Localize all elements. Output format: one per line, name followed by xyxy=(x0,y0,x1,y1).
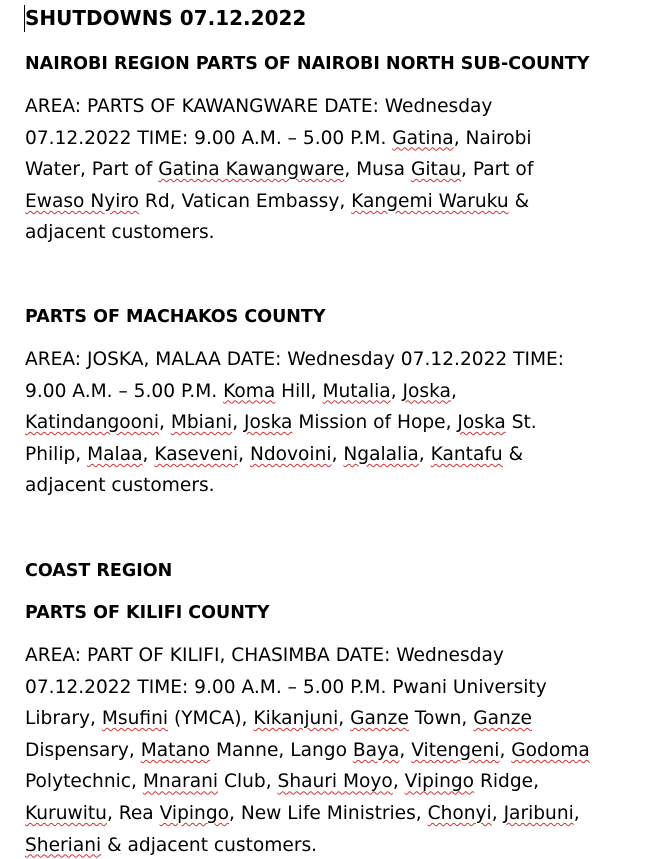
misspelled-word: Joska xyxy=(244,412,293,434)
text-run: Library, xyxy=(25,708,102,730)
text-run: , xyxy=(142,443,155,465)
text-run: , xyxy=(418,443,431,465)
misspelled-word: Shauri Moyo xyxy=(277,771,393,793)
text-line xyxy=(25,766,655,798)
text-run: Polytechnic, xyxy=(25,771,143,793)
misspelled-word: Gitau xyxy=(410,159,461,181)
text-line xyxy=(25,830,655,859)
text-run: AREA: JOSKA, MALAA DATE: Wednesday 07.12.2022 TIME: xyxy=(25,349,565,370)
text-run: , Part of xyxy=(461,159,534,181)
text-line xyxy=(25,376,655,408)
text-run: , xyxy=(399,739,412,761)
section-heading-coast-region[interactable]: COAST REGION xyxy=(25,561,173,581)
section-heading-kilifi[interactable]: PARTS OF KILIFI COUNTY xyxy=(25,603,270,623)
text-run: Ridge, xyxy=(474,771,540,793)
section-body-machakos[interactable] xyxy=(25,344,655,502)
misspelled-word: Kikanjuni xyxy=(253,708,339,730)
text-line xyxy=(25,186,655,218)
misspelled-word: Matano xyxy=(140,739,211,761)
section-body-nairobi[interactable] xyxy=(25,91,655,249)
text-run: Mission of Hope, xyxy=(292,412,458,434)
text-run: Rd, Vatican Embassy, xyxy=(139,190,352,212)
misspelled-word: Jaribuni xyxy=(503,802,574,824)
section-heading-machakos[interactable]: PARTS OF MACHAKOS COUNTY xyxy=(25,307,326,327)
text-run: , xyxy=(232,412,245,434)
text-line xyxy=(25,703,655,735)
text-run: St. xyxy=(505,412,537,434)
text-run: , New Life Ministries, xyxy=(229,802,428,824)
misspelled-word: Joska xyxy=(457,412,506,434)
misspelled-word: Koma xyxy=(223,380,276,402)
text-run: Manne, Lango xyxy=(210,739,353,761)
text-run: Club, xyxy=(218,771,278,793)
text-line xyxy=(25,439,655,471)
text-run: adjacent customers. xyxy=(25,222,215,244)
misspelled-word: Kantafu xyxy=(430,443,503,465)
misspelled-word: Mutalia xyxy=(322,380,391,402)
text-run: AREA: PART OF KILIFI, CHASIMBA DATE: Wednesday xyxy=(25,645,504,666)
misspelled-word: Kuruwitu xyxy=(25,802,107,824)
misspelled-word: Msufini xyxy=(101,708,169,730)
text-run: , xyxy=(390,380,403,402)
misspelled-word: Kaseveni xyxy=(154,443,239,465)
misspelled-word: Ganze xyxy=(473,708,532,730)
misspelled-word: Joska xyxy=(402,380,451,402)
text-line xyxy=(25,344,655,376)
text-line xyxy=(25,735,655,767)
text-run: , xyxy=(331,443,344,465)
text-run: , Musa xyxy=(344,159,411,181)
text-line xyxy=(25,798,655,830)
text-run: , xyxy=(491,802,504,824)
misspelled-word: Ngalalia xyxy=(343,443,419,465)
text-run: adjacent customers. xyxy=(25,475,215,497)
text-run: , xyxy=(338,708,351,730)
misspelled-word: Mnarani xyxy=(142,771,219,793)
text-line xyxy=(25,470,655,502)
section-body-kilifi[interactable] xyxy=(25,640,655,859)
misspelled-word: Vipingo xyxy=(159,802,230,824)
text-run: AREA: PARTS OF KAWANGWARE DATE: Wednesday xyxy=(25,96,493,117)
text-line xyxy=(25,123,655,155)
misspelled-word: Ganze xyxy=(350,708,409,730)
misspelled-word: Godoma xyxy=(511,739,590,761)
text-run: Dispensary, xyxy=(25,739,141,761)
text-run: Town, xyxy=(408,708,474,730)
text-run: & xyxy=(502,443,524,465)
text-run: Hill, xyxy=(275,380,323,402)
text-line xyxy=(25,91,655,123)
document-title[interactable]: SHUTDOWNS 07.12.2022 xyxy=(25,6,307,30)
misspelled-word: Ndovoini xyxy=(249,443,332,465)
text-line xyxy=(25,154,655,186)
text-run: 9.00 A.M. – 5.00 P.M. xyxy=(25,380,224,402)
text-run: , xyxy=(392,771,405,793)
text-run: Philip, xyxy=(25,443,88,465)
misspelled-word: Kangemi Waruku xyxy=(351,190,509,212)
misspelled-word: Chonyi xyxy=(427,802,492,824)
text-run: , xyxy=(450,380,457,402)
text-run: , Rea xyxy=(106,802,160,824)
misspelled-word: Ewaso Nyiro xyxy=(25,190,140,212)
text-run: 07.12.2022 TIME: 9.00 A.M. – 5.00 P.M. Pwani University xyxy=(25,676,547,698)
section-heading-nairobi[interactable]: NAIROBI REGION PARTS OF NAIROBI NORTH SUB-COUNTY xyxy=(25,54,590,74)
text-run: , xyxy=(238,443,250,465)
misspelled-word: Gatina Kawangware xyxy=(158,159,345,181)
text-line xyxy=(25,407,655,439)
text-run: & adjacent customers. xyxy=(101,834,318,856)
text-run: , xyxy=(499,739,512,761)
misspelled-word: Mbiani xyxy=(170,412,233,434)
text-run: , xyxy=(159,412,171,434)
text-run: , xyxy=(573,802,580,824)
text-line xyxy=(25,217,655,249)
text-line xyxy=(25,672,655,704)
text-run: 07.12.2022 TIME: 9.00 A.M. – 5.00 P.M. xyxy=(25,127,393,149)
misspelled-word: Sheriani xyxy=(25,834,102,856)
text-run: Water, Part of xyxy=(25,159,159,181)
text-run: & xyxy=(508,190,530,212)
misspelled-word: Gatina xyxy=(392,127,454,149)
misspelled-word: Vitengeni xyxy=(411,739,500,761)
misspelled-word: Katindangooni xyxy=(25,412,159,434)
misspelled-word: Baya xyxy=(352,739,400,761)
text-run: (YMCA), xyxy=(168,708,254,730)
text-line xyxy=(25,640,655,672)
text-run: , Nairobi xyxy=(453,127,532,149)
misspelled-word: Vipingo xyxy=(404,771,475,793)
misspelled-word: Malaa xyxy=(87,443,143,465)
